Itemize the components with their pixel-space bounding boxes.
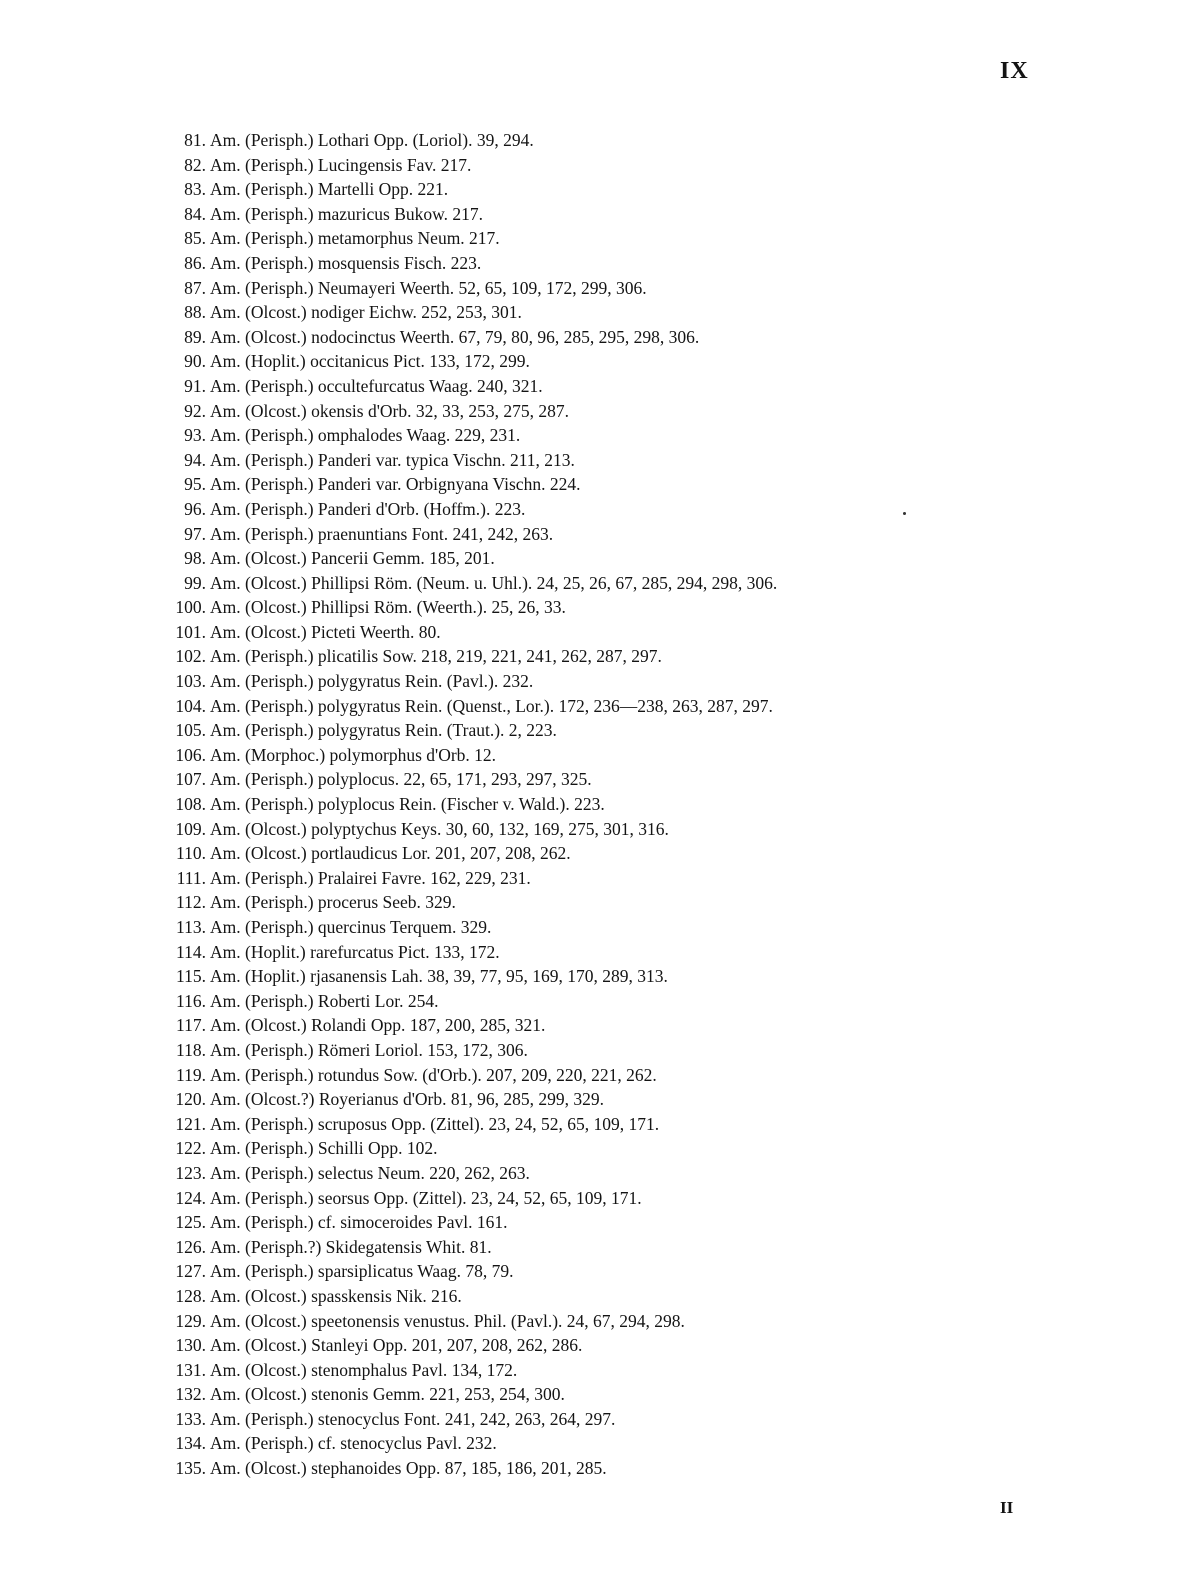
entry-number: 87. xyxy=(184,277,206,298)
index-entry xyxy=(0,940,1191,965)
entry-text: Am. (Perisph.) procerus Seeb. 329. xyxy=(210,892,456,913)
index-entry xyxy=(0,325,1191,350)
index-entry xyxy=(0,915,1191,940)
index-entry xyxy=(0,1161,1191,1186)
entry-number: 89. xyxy=(184,326,206,347)
entry-number: 114. xyxy=(176,941,206,962)
entry-text: Am. (Perisph.) polyplocus Rein. (Fischer v. Wald.). 223. xyxy=(210,794,605,815)
index-entry xyxy=(0,694,1191,719)
entry-number: 120. xyxy=(175,1089,206,1110)
entry-number: 129. xyxy=(175,1310,206,1331)
entry-text: Am. (Perisph.) polyplocus. 22, 65, 171, 293, 297, 325. xyxy=(210,769,592,790)
index-entry xyxy=(0,1112,1191,1137)
entry-number: 112. xyxy=(176,892,206,913)
index-entry xyxy=(0,989,1191,1014)
entry-number: 104. xyxy=(175,695,206,716)
entry-text: Am. (Morphoc.) polymorphus d'Orb. 12. xyxy=(210,744,497,765)
entry-number: 85. xyxy=(184,228,206,249)
entry-number: 100. xyxy=(175,597,206,618)
entry-text: Am. (Perisph.) metamorphus Neum. 217. xyxy=(210,228,500,249)
entry-text: Am. (Perisph.) cf. simoceroides Pavl. 161. xyxy=(210,1212,508,1233)
entry-number: 125. xyxy=(175,1212,206,1233)
index-entry xyxy=(0,1407,1191,1432)
entry-number: 115. xyxy=(176,966,206,987)
entry-number: 102. xyxy=(175,646,206,667)
entry-number: 96. xyxy=(184,498,206,519)
entry-number: 97. xyxy=(184,523,206,544)
index-entry xyxy=(0,1063,1191,1088)
index-entry xyxy=(0,300,1191,325)
index-entry xyxy=(0,1210,1191,1235)
entry-text: Am. (Perisph.) Panderi var. Orbignyana Vischn. 224. xyxy=(210,474,581,495)
entry-number: 94. xyxy=(184,449,206,470)
index-entry xyxy=(0,276,1191,301)
entry-text: Am. (Hoplit.) rarefurcatus Pict. 133, 172. xyxy=(210,941,500,962)
entry-text: Am. (Hoplit.) occitanicus Pict. 133, 172, 299. xyxy=(210,351,530,372)
entry-number: 122. xyxy=(175,1138,206,1159)
entry-text: Am. (Olcost.) nodocinctus Weerth. 67, 79, 80, 96, 285, 295, 298, 306. xyxy=(210,326,700,347)
entry-number: 91. xyxy=(184,375,206,396)
index-entry xyxy=(0,718,1191,743)
index-entry xyxy=(0,890,1191,915)
index-entry xyxy=(0,1284,1191,1309)
entry-text: Am. (Perisph.) Panderi var. typica Vischn. 211, 213. xyxy=(210,449,575,470)
entry-number: 121. xyxy=(175,1113,206,1134)
entry-number: 107. xyxy=(175,769,206,790)
entry-text: Am. (Perisph.) sparsiplicatus Waag. 78, 79. xyxy=(210,1261,514,1282)
entry-text: Am. (Olcost.) Pancerii Gemm. 185, 201. xyxy=(210,548,495,569)
entry-text: Am. (Perisph.) polygyratus Rein. (Pavl.). 232. xyxy=(210,671,534,692)
entry-text: Am. (Perisph.) polygyratus Rein. (Quenst., Lor.). 172, 236—238, 263, 287, 297. xyxy=(210,695,773,716)
index-entry xyxy=(0,374,1191,399)
entry-number: 93. xyxy=(184,425,206,446)
index-entry xyxy=(0,1087,1191,1112)
index-entry xyxy=(0,522,1191,547)
entry-number: 98. xyxy=(184,548,206,569)
entry-text: Am. (Olcost.) stephanoides Opp. 87, 185, 186, 201, 285. xyxy=(210,1458,607,1479)
entry-number: 119. xyxy=(176,1064,206,1085)
index-entry xyxy=(0,128,1191,153)
entry-number: 82. xyxy=(184,154,206,175)
index-entry xyxy=(0,349,1191,374)
entry-text: Am. (Perisph.) Lothari Opp. (Loriol). 39, 294. xyxy=(210,130,534,150)
index-entry xyxy=(0,177,1191,202)
entry-number: 116. xyxy=(176,990,206,1011)
entry-text: Am. (Olcost.) nodiger Eichw. 252, 253, 301. xyxy=(210,302,522,323)
entry-text: Am. (Perisph.?) Skidegatensis Whit. 81. xyxy=(210,1236,492,1257)
entry-text: Am. (Perisph.) selectus Neum. 220, 262, 263. xyxy=(210,1162,530,1183)
entry-number: 132. xyxy=(175,1384,206,1405)
entry-number: 99. xyxy=(184,572,206,593)
page-number: IX xyxy=(1000,58,1029,84)
index-entry xyxy=(0,1013,1191,1038)
entry-text: Am. (Olcost.) stenonis Gemm. 221, 253, 254, 300. xyxy=(210,1384,565,1405)
index-entry xyxy=(0,153,1191,178)
entry-text: Am. (Olcost.) Stanleyi Opp. 201, 207, 208, 262, 286. xyxy=(210,1335,583,1356)
print-speck xyxy=(903,512,906,515)
entry-text: Am. (Perisph.) seorsus Opp. (Zittel). 23, 24, 52, 65, 109, 171. xyxy=(210,1187,642,1208)
entry-text: Am. (Olcost.) Phillipsi Röm. (Neum. u. Uhl.). 24, 25, 26, 67, 285, 294, 298, 306. xyxy=(210,572,778,593)
index-entry xyxy=(0,571,1191,596)
entry-text: Am. (Perisph.) Pralairei Favre. 162, 229, 231. xyxy=(210,867,531,888)
entry-text: Am. (Perisph.) Panderi d'Orb. (Hoffm.). 223. xyxy=(210,498,526,519)
entry-text: Am. (Perisph.) scruposus Opp. (Zittel). 23, 24, 52, 65, 109, 171. xyxy=(210,1113,660,1134)
index-entry xyxy=(0,1186,1191,1211)
index-entry xyxy=(0,792,1191,817)
entry-number: 105. xyxy=(175,720,206,741)
entry-number: 106. xyxy=(175,744,206,765)
index-entry xyxy=(0,1235,1191,1260)
entry-text: Am. (Perisph.) Roberti Lor. 254. xyxy=(210,990,439,1011)
index-entry xyxy=(0,1382,1191,1407)
entry-number: 118. xyxy=(176,1039,206,1060)
entry-text: Am. (Perisph.) Römeri Loriol. 153, 172, 306. xyxy=(210,1039,528,1060)
entry-text: Am. (Olcost.) Picteti Weerth. 80. xyxy=(210,621,441,642)
entry-text: Am. (Perisph.) mosquensis Fisch. 223. xyxy=(210,252,482,273)
entry-text: Am. (Perisph.) Neumayeri Weerth. 52, 65, 109, 172, 299, 306. xyxy=(210,277,647,298)
entry-number: 128. xyxy=(175,1285,206,1306)
entry-number: 83. xyxy=(184,179,206,200)
entry-text: Am. (Perisph.) plicatilis Sow. 218, 219, 221, 241, 262, 287, 297. xyxy=(210,646,662,667)
entry-number: 90. xyxy=(184,351,206,372)
index-entry xyxy=(0,202,1191,227)
index-entry xyxy=(0,1309,1191,1334)
entry-number: 126. xyxy=(175,1236,206,1257)
entry-number: 109. xyxy=(175,818,206,839)
entry-text: Am. (Olcost.) speetonensis venustus. Phil. (Pavl.). 24, 67, 294, 298. xyxy=(210,1310,685,1331)
index-entry xyxy=(0,448,1191,473)
entry-text: Am. (Olcost.) portlaudicus Lor. 201, 207, 208, 262. xyxy=(210,843,571,864)
index-entry xyxy=(0,251,1191,276)
entry-number: 117. xyxy=(176,1015,206,1036)
index-entry xyxy=(0,817,1191,842)
index-entry xyxy=(0,1358,1191,1383)
index-entry xyxy=(0,399,1191,424)
entry-number: 84. xyxy=(184,203,206,224)
entry-text: Am. (Olcost.) Rolandi Opp. 187, 200, 285, 321. xyxy=(210,1015,546,1036)
entry-number: 103. xyxy=(175,671,206,692)
entry-number: 108. xyxy=(175,794,206,815)
index-entry xyxy=(0,226,1191,251)
entry-number: 124. xyxy=(175,1187,206,1208)
index-entry xyxy=(0,1259,1191,1284)
entry-text: Am. (Perisph.) omphalodes Waag. 229, 231. xyxy=(210,425,521,446)
index-entry xyxy=(0,472,1191,497)
signature-mark: II xyxy=(1000,1498,1014,1517)
entry-number: 101. xyxy=(175,621,206,642)
entry-text: Am. (Perisph.) occultefurcatus Waag. 240, 321. xyxy=(210,375,543,396)
entry-number: 133. xyxy=(175,1408,206,1429)
entry-number: 123. xyxy=(175,1162,206,1183)
entry-text: Am. (Perisph.) Schilli Opp. 102. xyxy=(210,1138,438,1159)
entry-number: 81. xyxy=(184,130,206,150)
entry-text: Am. (Olcost.) polyptychus Keys. 30, 60, 132, 169, 275, 301, 316. xyxy=(210,818,669,839)
entry-text: Am. (Perisph.) praenuntians Font. 241, 242, 263. xyxy=(210,523,554,544)
entry-number: 135. xyxy=(175,1458,206,1479)
entry-text: Am. (Perisph.) mazuricus Bukow. 217. xyxy=(210,203,483,224)
index-entry xyxy=(0,497,1191,522)
index-entry xyxy=(0,1136,1191,1161)
entry-number: 113. xyxy=(176,917,206,937)
entry-number: 88. xyxy=(184,302,206,323)
index-entry xyxy=(0,743,1191,768)
index-list xyxy=(0,128,1191,1481)
entry-text: Am. (Perisph.) Martelli Opp. 221. xyxy=(210,179,449,200)
entry-number: 86. xyxy=(184,252,206,273)
index-entry xyxy=(0,546,1191,571)
entry-number: 134. xyxy=(175,1433,206,1454)
entry-number: 131. xyxy=(175,1359,206,1380)
entry-number: 130. xyxy=(175,1335,206,1356)
entry-text: Am. (Perisph.) rotundus Sow. (d'Orb.). 207, 209, 220, 221, 262. xyxy=(210,1064,657,1085)
entry-text: Am. (Perisph.) polygyratus Rein. (Traut.). 2, 223. xyxy=(210,720,557,741)
index-entry xyxy=(0,1333,1191,1358)
index-entry xyxy=(0,841,1191,866)
index-entry xyxy=(0,423,1191,448)
entry-text: Am. (Perisph.) quercinus Terquem. 329. xyxy=(210,917,492,937)
entry-text: Am. (Olcost.) okensis d'Orb. 32, 33, 253, 275, 287. xyxy=(210,400,569,421)
entry-number: 111. xyxy=(176,867,206,888)
index-entry xyxy=(0,767,1191,792)
entry-text: Am. (Hoplit.) rjasanensis Lah. 38, 39, 77, 95, 169, 170, 289, 313. xyxy=(210,966,668,987)
entry-number: 92. xyxy=(184,400,206,421)
index-entry xyxy=(0,964,1191,989)
index-entry xyxy=(0,669,1191,694)
entry-number: 110. xyxy=(176,843,206,864)
index-entry xyxy=(0,644,1191,669)
entry-text: Am. (Olcost.?) Royerianus d'Orb. 81, 96, 285, 299, 329. xyxy=(210,1089,604,1110)
entry-text: Am. (Olcost.) stenomphalus Pavl. 134, 172. xyxy=(210,1359,518,1380)
index-entry xyxy=(0,1038,1191,1063)
entry-text: Am. (Perisph.) Lucingensis Fav. 217. xyxy=(210,154,472,175)
entry-text: Am. (Perisph.) cf. stenocyclus Pavl. 232. xyxy=(210,1433,497,1454)
index-entry xyxy=(0,1456,1191,1481)
index-entry xyxy=(0,595,1191,620)
entry-text: Am. (Perisph.) stenocyclus Font. 241, 242, 263, 264, 297. xyxy=(210,1408,616,1429)
entry-text: Am. (Olcost.) spasskensis Nik. 216. xyxy=(210,1285,462,1306)
index-entry xyxy=(0,620,1191,645)
index-entry xyxy=(0,866,1191,891)
entry-number: 127. xyxy=(175,1261,206,1282)
entry-text: Am. (Olcost.) Phillipsi Röm. (Weerth.). 25, 26, 33. xyxy=(210,597,566,618)
entry-number: 95. xyxy=(184,474,206,495)
index-entry xyxy=(0,1431,1191,1456)
